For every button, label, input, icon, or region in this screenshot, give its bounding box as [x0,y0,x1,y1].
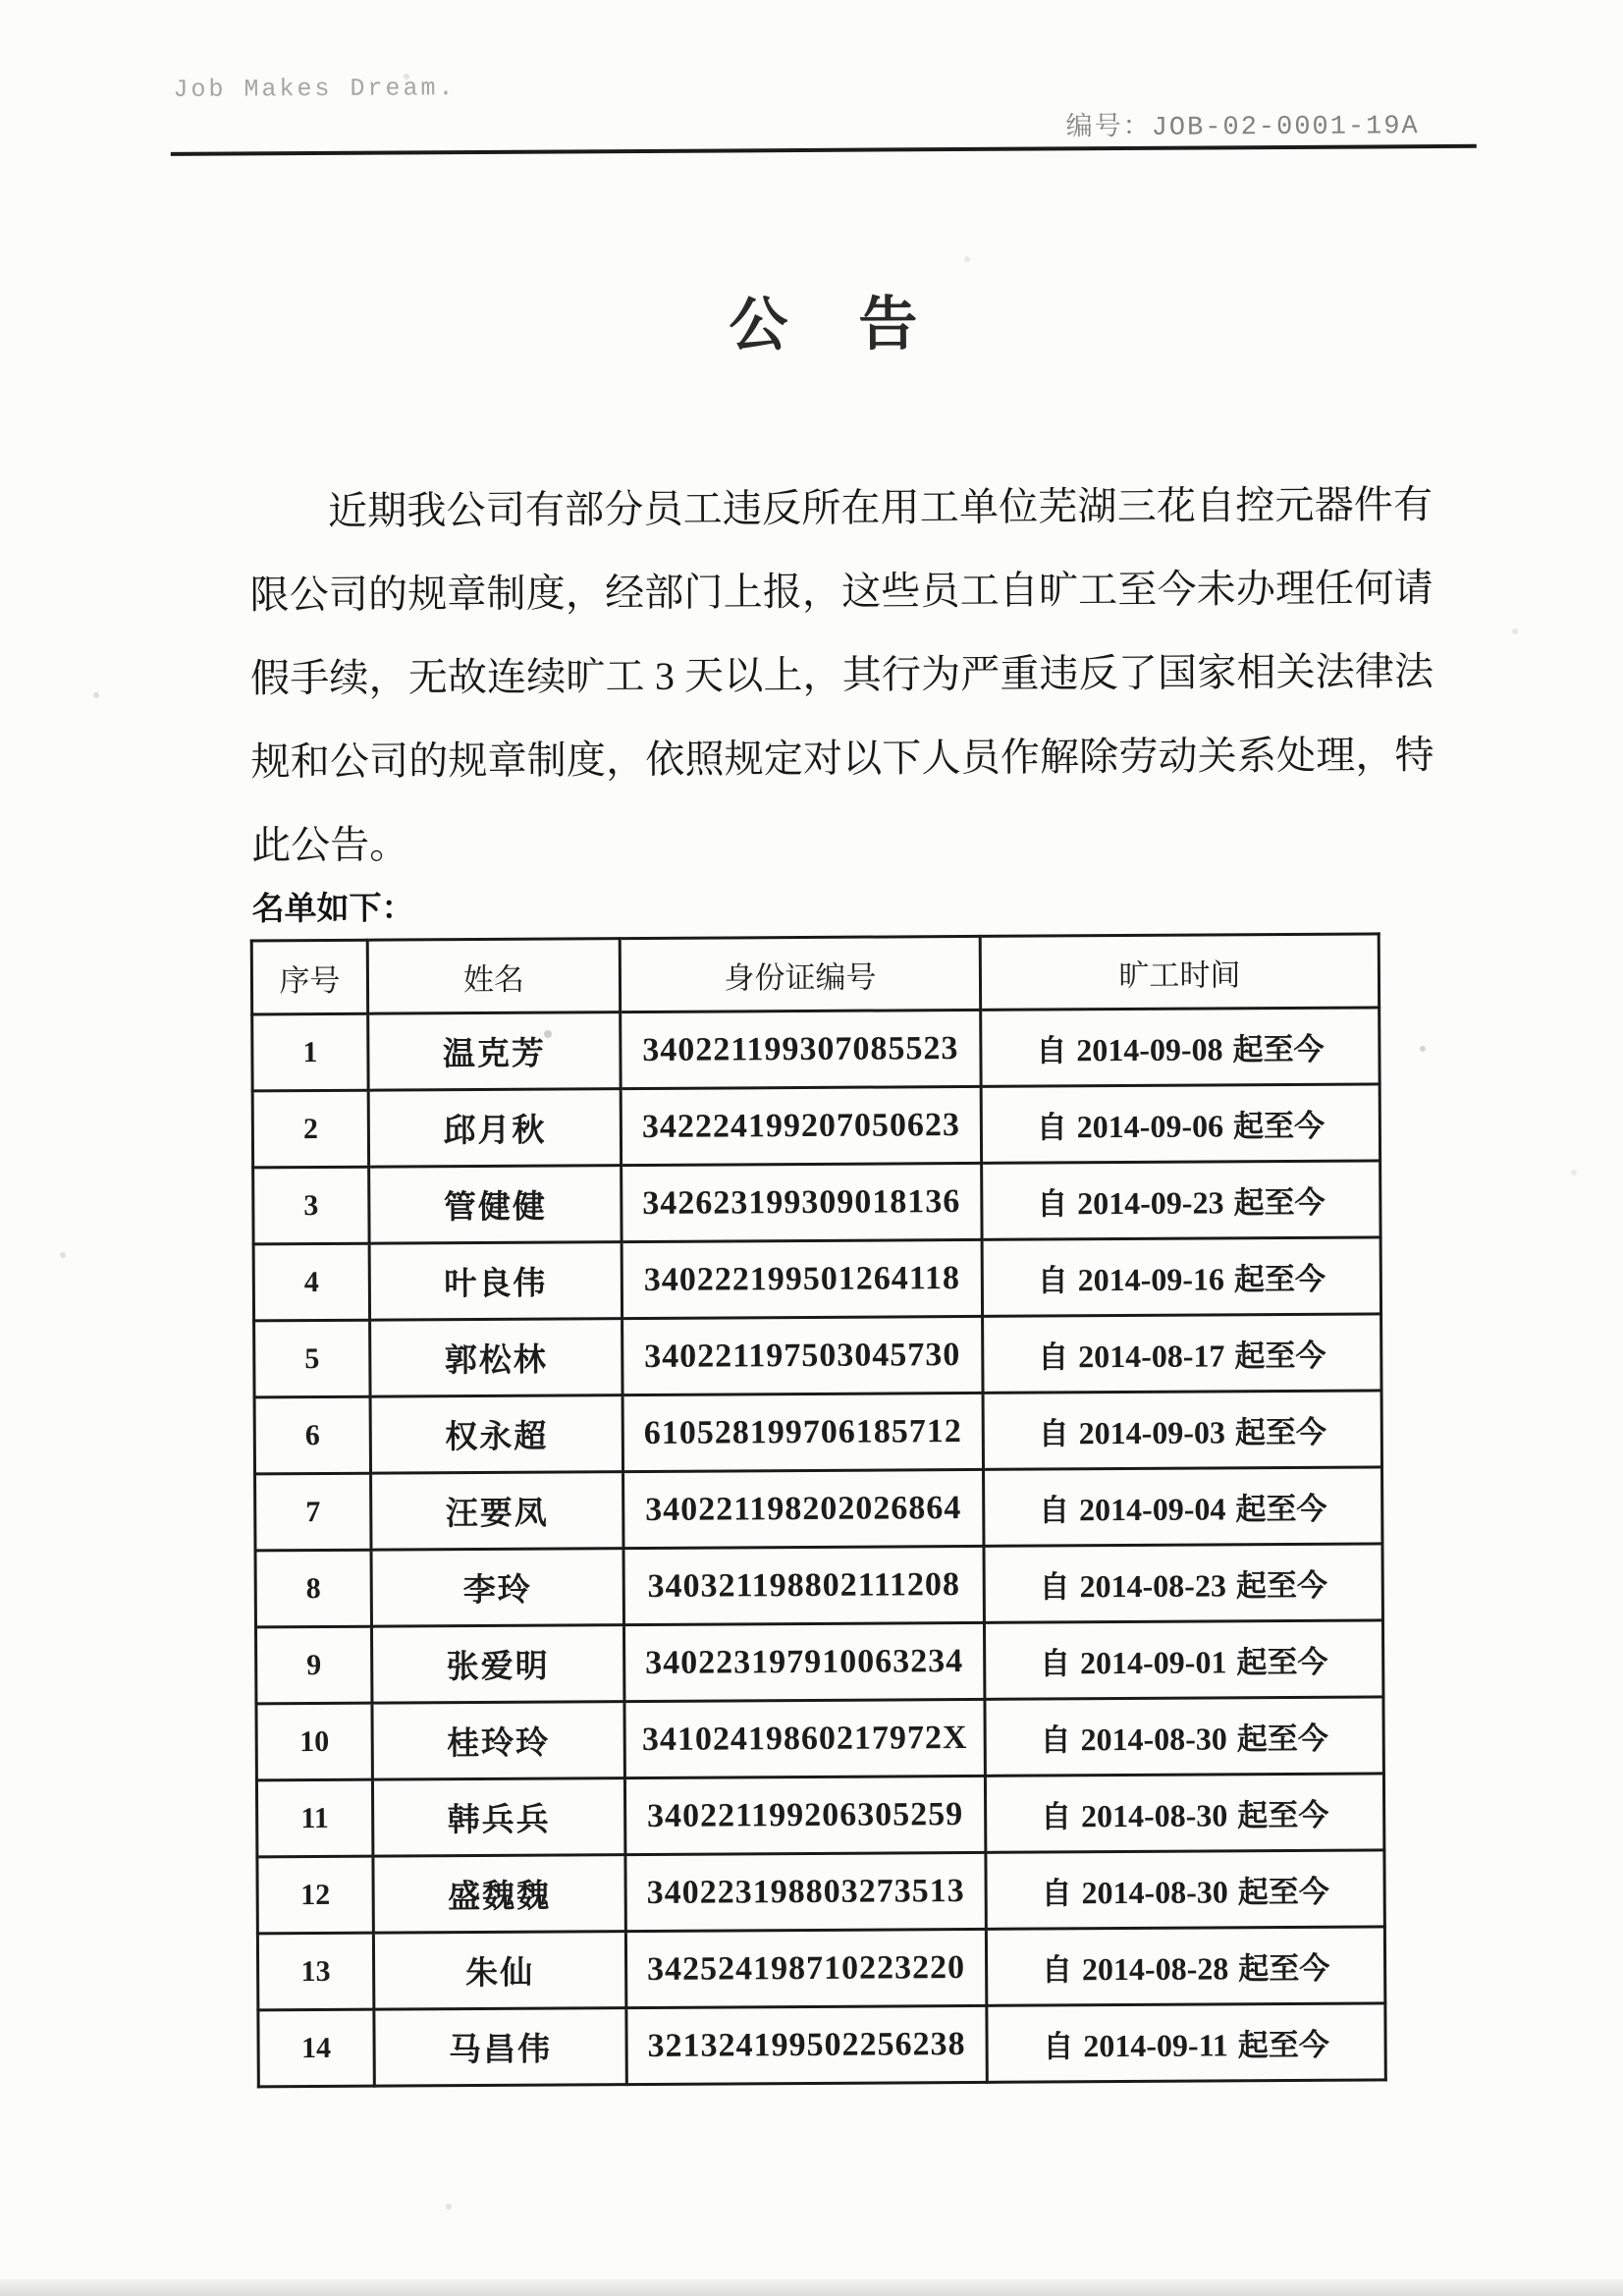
cell-name: 权永超 [370,1395,622,1474]
col-header-index: 序号 [251,940,367,1014]
cell-id-number: 340221199307085523 [621,1010,981,1088]
cell-index: 5 [254,1320,370,1397]
header-slogan: Job Makes Dream. [173,74,457,104]
cell-index: 6 [254,1396,370,1474]
cell-index: 2 [252,1090,368,1168]
notice-title: 公 告 [729,292,924,358]
cell-index: 9 [255,1626,371,1704]
cell-index: 11 [256,1779,372,1857]
cell-name: 桂玲玲 [372,1702,624,1780]
notice-body-paragraph: 近期我公司有部分员工违反所在用工单位芜湖三花自控元器件有限公司的规章制度，经部门上报，这些员工自旷工至今未办理任何请假手续，无故连续旷工 3 天以上，其行为严重违反了国家相关法律法规和公司的规章制度，依照规定对以下人员作解除劳动关系处理，特此公告。 [249,482,1434,868]
cell-id-number: 34102419860217972X [624,1699,985,1777]
absence-prefix: 自 [1039,1493,1070,1528]
cell-name: 汪要凤 [371,1472,623,1551]
absence-suffix: 起至今 [1233,1261,1326,1297]
header-doc-number [1066,102,1420,143]
table-row [255,1620,1382,1704]
cell-index: 8 [255,1550,371,1627]
col-header-id-number: 身份证编号 [620,936,980,1011]
cell-name: 马昌伟 [374,2008,626,2087]
absence-start-date: 2014-09-11 [1083,2027,1228,2064]
cell-name: 温克芳 [368,1012,621,1091]
table-row [254,1314,1381,1397]
absence-start-date: 2014-08-28 [1081,1950,1229,1988]
absence-suffix: 起至今 [1237,1874,1329,1910]
cell-index: 13 [257,1933,373,2010]
cell-name: 盛魏魏 [373,1855,625,1934]
cell-id-number: 342224199207050623 [621,1086,981,1165]
absence-suffix: 起至今 [1235,1491,1327,1527]
cell-id-number: 321324199502256238 [626,2005,987,2084]
cell-absence-period [986,1927,1384,2005]
absence-start-date: 2014-09-06 [1076,1108,1224,1145]
absence-prefix: 自 [1036,1033,1067,1068]
cell-absence-period [982,1161,1380,1239]
absence-start-date: 2014-08-30 [1081,1874,1228,1911]
absence-suffix: 起至今 [1237,1797,1329,1833]
cell-absence-period [987,2003,1385,2082]
cell-absence-period [982,1237,1380,1316]
cell-index: 4 [253,1243,369,1321]
scan-speckles [0,0,4,4]
table-row [253,1237,1380,1321]
absentee-table [250,932,1387,2088]
cell-index: 1 [252,1013,368,1091]
header-divider-line [171,144,1477,156]
absence-prefix: 自 [1039,1646,1071,1681]
doc-number-value: JOB-02-0001-19A [1151,112,1420,143]
table-body [252,1008,1386,2087]
absence-start-date: 2014-08-30 [1080,1721,1227,1758]
absence-start-date: 2014-09-08 [1076,1031,1223,1068]
cell-index: 12 [257,1856,373,1934]
cell-absence-period [981,1008,1380,1086]
absence-suffix: 起至今 [1238,1950,1330,1987]
cell-absence-period [983,1314,1381,1393]
cell-index: 10 [256,1703,372,1780]
cell-absence-period [984,1467,1382,1546]
absence-prefix: 自 [1040,1722,1071,1758]
cell-id-number: 340221197503045730 [622,1316,983,1394]
table-row [255,1544,1382,1627]
cell-name: 朱仙 [373,1932,625,2010]
scan-edge-shadow [0,2279,1623,2296]
cell-id-number: 340321198802111208 [623,1546,984,1624]
list-label: 名单如下： [251,889,414,927]
cell-id-number: 340223197910063234 [623,1622,984,1701]
cell-absence-period [984,1544,1382,1622]
absence-suffix: 起至今 [1236,1721,1328,1757]
cell-id-number: 610528199706185712 [622,1393,983,1471]
table-row [257,1850,1384,1934]
cell-name: 李玲 [371,1549,623,1627]
absence-start-date: 2014-09-01 [1079,1644,1227,1681]
cell-name: 郭松林 [370,1319,622,1397]
table-row [253,1161,1380,1244]
cell-id-number: 340222199501264118 [622,1239,982,1318]
absence-suffix: 起至今 [1234,1414,1327,1450]
absence-prefix: 自 [1041,1952,1073,1988]
cell-absence-period [983,1391,1381,1469]
absence-suffix: 起至今 [1236,1644,1328,1680]
absence-suffix: 起至今 [1234,1338,1326,1374]
absence-suffix: 起至今 [1237,2027,1329,2063]
cell-absence-period [984,1620,1382,1699]
cell-index: 14 [258,2009,374,2087]
absence-prefix: 自 [1040,1799,1072,1834]
absence-start-date: 2014-09-23 [1077,1184,1224,1222]
cell-absence-period [985,1697,1383,1776]
cell-name: 邱月秋 [368,1089,621,1168]
cell-name: 叶良伟 [369,1242,622,1321]
absence-suffix: 起至今 [1232,1108,1325,1144]
doc-number-label: 编号： [1065,113,1152,144]
table-row [256,1697,1383,1780]
absence-prefix: 自 [1041,1876,1072,1911]
cell-index: 3 [253,1167,369,1244]
absence-prefix: 自 [1038,1339,1069,1375]
absence-start-date: 2014-08-17 [1078,1338,1225,1375]
table-row [255,1467,1382,1551]
table-row [252,1008,1380,1091]
cell-id-number: 340223198803273513 [625,1852,986,1931]
absence-suffix: 起至今 [1235,1567,1328,1604]
absence-prefix: 自 [1036,1110,1067,1145]
table-row [257,1927,1384,2010]
absence-prefix: 自 [1037,1263,1068,1298]
absence-start-date: 2014-09-16 [1077,1261,1225,1298]
table-row [258,2003,1385,2087]
absence-start-date: 2014-08-30 [1080,1797,1228,1834]
absence-start-date: 2014-08-23 [1079,1567,1227,1605]
cell-id-number: 342623199309018136 [622,1163,982,1241]
cell-name: 张爱明 [371,1625,623,1704]
absence-prefix: 自 [1037,1186,1068,1222]
table-row [252,1084,1380,1168]
absence-prefix: 自 [1043,2029,1074,2064]
absence-start-date: 2014-09-03 [1078,1414,1226,1451]
absence-prefix: 自 [1039,1569,1070,1605]
cell-absence-period [986,1850,1384,1929]
col-header-name: 姓名 [367,939,620,1014]
table-row [256,1774,1383,1857]
cell-id-number: 340221199206305259 [624,1776,985,1854]
absence-start-date: 2014-09-04 [1079,1491,1226,1528]
cell-absence-period [985,1774,1383,1852]
cell-name: 管健健 [369,1166,622,1244]
cell-index: 7 [255,1473,371,1551]
cell-id-number: 340221198202026864 [623,1469,984,1548]
col-header-absence: 旷工时间 [980,934,1379,1010]
table-row [254,1391,1381,1474]
cell-id-number: 342524198710223220 [625,1929,986,2007]
cell-name: 韩兵兵 [372,1778,624,1857]
absence-suffix: 起至今 [1233,1184,1325,1221]
absence-suffix: 起至今 [1232,1031,1325,1067]
cell-absence-period [981,1084,1380,1163]
absence-prefix: 自 [1038,1416,1069,1451]
table-header-row [251,934,1379,1014]
